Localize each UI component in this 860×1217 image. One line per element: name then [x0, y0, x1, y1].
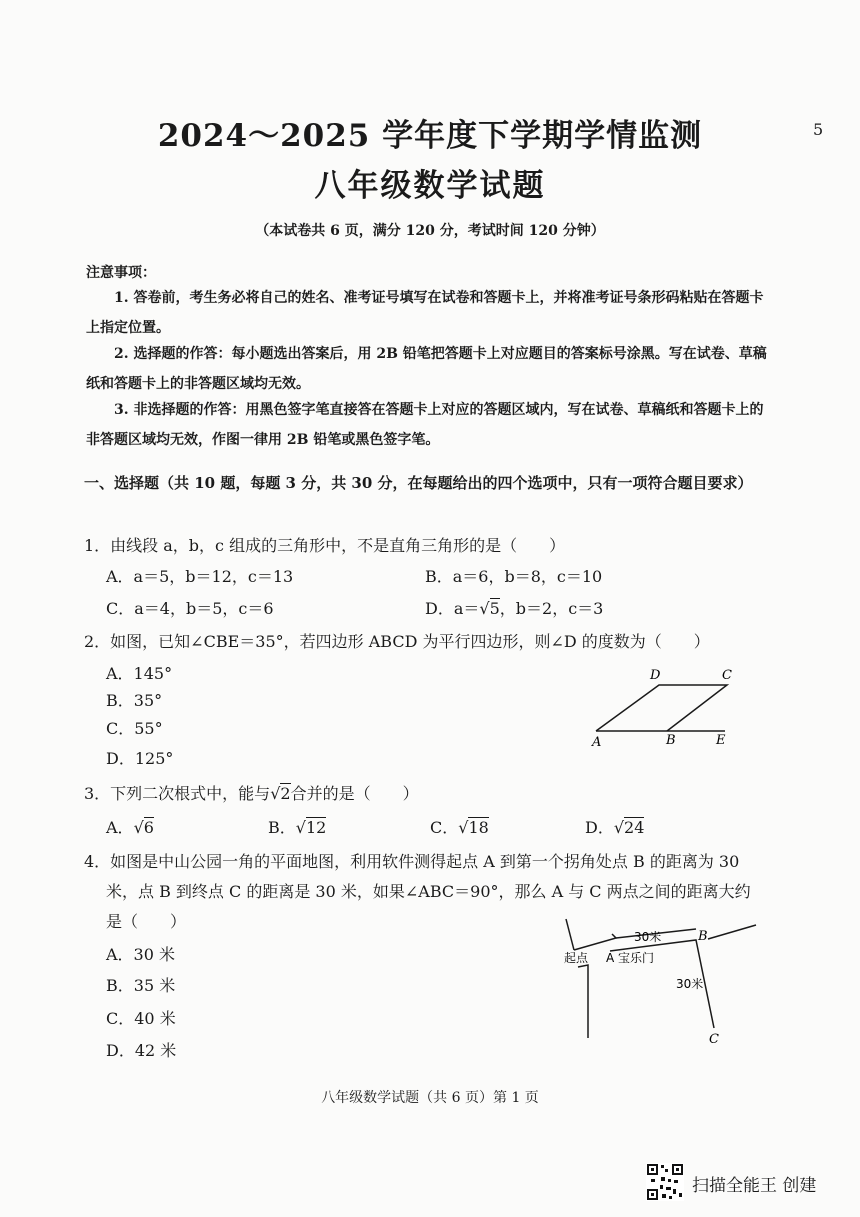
q4-stem-line1: 4．如图是中山公园一角的平面地图，利用软件测得起点 A 到第一个拐角处点 B 的距离为 30: [84, 852, 740, 871]
page-mark: 5: [813, 120, 824, 139]
map-path: [566, 919, 574, 950]
q3-option-a-radicand: 6: [143, 818, 154, 837]
qr-code-icon: [646, 1163, 684, 1201]
sqrt-symbol: √: [613, 818, 625, 837]
q3-option-d: [585, 815, 644, 838]
point-e-label: E: [716, 733, 726, 748]
q3-stem: [84, 778, 774, 809]
q1-option-d-radicand: 5: [489, 599, 500, 618]
q1-option-b: B．a＝6，b＝8，c＝10: [425, 567, 603, 586]
q3-stem-post: 合并的是（ ）: [290, 784, 419, 803]
q3-option-c-radicand: 18: [468, 818, 489, 837]
q2-option-d: D．125°: [106, 749, 174, 768]
vertex-b-label: B: [666, 733, 676, 748]
vertex-c-label: C: [722, 668, 732, 683]
q3-option-b: [268, 815, 326, 838]
map-label-30m-top: 30米: [634, 930, 662, 944]
parallelogram-figure: [580, 664, 750, 754]
q1-option-a: A．a＝5，b＝12，c＝13: [106, 567, 294, 586]
q2-stem: 2．如图，已知∠CBE＝35°，若四边形 ABCD 为平行四边形，则∠D 的度数为（ ）: [84, 632, 710, 651]
q4-stem-line2: 米，点 B 到终点 C 的距离是 30 米，如果∠ABC＝90°，那么 A 与 C 两点之间的距离大约: [106, 882, 751, 901]
map-label-c: C: [709, 1032, 719, 1047]
q4-option-d: D．42 米: [106, 1041, 177, 1060]
vertex-a-label: A: [592, 735, 602, 750]
q2-option-b: B．35°: [106, 691, 163, 710]
q3-option-a: [106, 815, 154, 838]
notes-title: 注意事项：: [86, 265, 156, 281]
q3-option-b-prefix: B．: [268, 818, 296, 837]
q1-option-c: C．a＝4，b＝5，c＝6: [106, 599, 274, 618]
q3-option-c: [430, 815, 489, 838]
section1-heading: 一、选择题（共 10 题，每题 3 分，共 30 分，在每题给出的四个选项中，只有一项符合题目要求）: [84, 474, 753, 492]
q4-stem-line3: 是（ ）: [106, 912, 187, 931]
q3-option-a-prefix: A．: [106, 818, 134, 837]
exam-title-line2: 八年级数学试题: [314, 168, 546, 204]
exam-title-line1: 2024～2025 学年度下学期学情监测: [157, 118, 703, 154]
scanner-brand: 扫描全能王 创建: [692, 1176, 817, 1196]
sqrt-symbol: √: [270, 784, 281, 803]
note-2: 2. 选择题的作答：每小题选出答案后，用 2B 铅笔把答题卡上对应题目的答案标号涂黑。写在试卷、草稿纸和答题卡上的非答题区域均无效。: [86, 346, 767, 392]
map-label-30m-right: 30米: [676, 977, 704, 991]
sqrt-symbol: √: [133, 818, 144, 837]
map-label-b: B: [698, 929, 708, 944]
note-1: 1. 答卷前，考生务必将自己的姓名、准考证号填写在试卷和答题卡上，并将准考证号条形码粘贴在答题卡上指定位置。: [86, 290, 764, 336]
q3-option-d-radicand: 24: [624, 818, 645, 837]
q3-option-c-prefix: C．: [430, 818, 459, 837]
q1-option-d: [425, 596, 603, 619]
q3-stem-radicand: 2: [280, 784, 291, 803]
q4-option-b: B．35 米: [106, 976, 176, 995]
map-label-a-gate: A 宝乐门: [606, 951, 655, 965]
q3-option-b-radicand: 12: [305, 818, 327, 837]
map-path: [578, 965, 588, 1038]
exam-subtitle: （本试卷共 6 页，满分 120 分，考试时间 120 分钟）: [255, 223, 605, 239]
map-path: [574, 934, 616, 950]
vertex-d-label: D: [650, 668, 661, 683]
sqrt-symbol: √: [295, 818, 306, 837]
q3-option-d-prefix: D．: [585, 818, 614, 837]
q1-stem: 1．由线段 a，b，c 组成的三角形中，不是直角三角形的是（ ）: [84, 536, 566, 555]
sqrt-symbol: √: [479, 599, 490, 618]
map-label-start: 起点: [564, 951, 589, 965]
note-3: 3. 非选择题的作答：用黑色签字笔直接答在答题卡上对应的答题区域内，写在试卷、草稿纸和答题卡上的非答题区域均无效，作图一律用 2B 铅笔或黑色签字笔。: [86, 402, 764, 448]
page-footer: 八年级数学试题（共 6 页）第 1 页: [321, 1090, 539, 1106]
q3-stem-pre: 3．下列二次根式中，能与: [84, 784, 271, 803]
parallelogram-shape: [596, 685, 727, 731]
q1-option-d-prefix: D．a＝: [425, 599, 480, 618]
q2-option-c: C．55°: [106, 719, 163, 738]
sqrt-symbol: √: [458, 818, 469, 837]
q4-option-c: C．40 米: [106, 1009, 176, 1028]
map-path: [708, 925, 756, 939]
q4-option-a: A．30 米: [106, 945, 176, 964]
park-map-figure: [558, 915, 768, 1050]
q1-option-d-suffix: ，b＝2，c＝3: [499, 599, 604, 618]
q2-option-a: A．145°: [106, 664, 173, 683]
